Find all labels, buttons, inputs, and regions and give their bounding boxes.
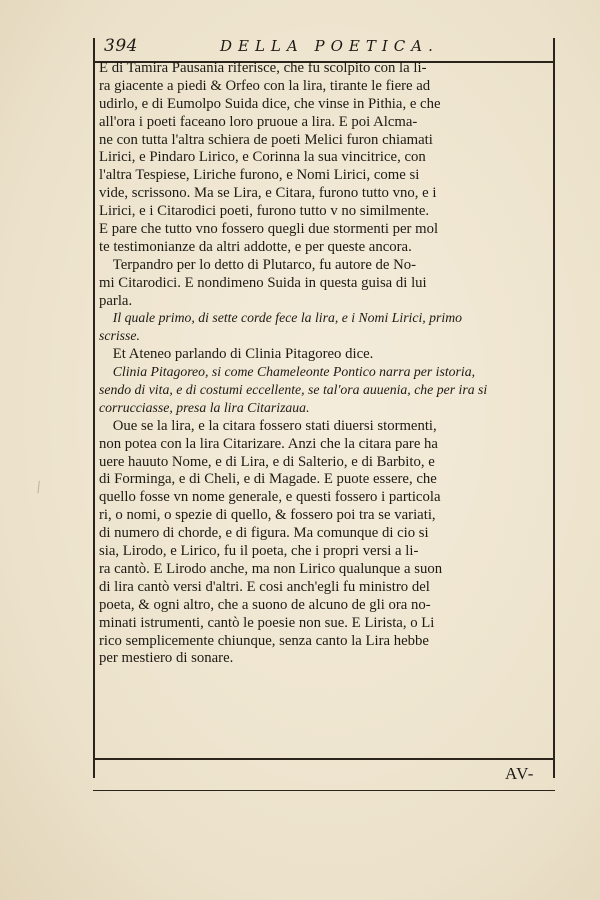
body-text bbox=[99, 60, 559, 668]
text-line: di numero di chorde, e di figura. Ma comunque di cio si bbox=[99, 525, 429, 542]
quotation-line: scrisse. bbox=[99, 329, 140, 345]
text-line: per mestiero di sonare. bbox=[99, 650, 234, 667]
quotation-line: Clinia Pitagoreo, si come Chameleonte Pontico narra per istoria, bbox=[112, 365, 476, 381]
text-line: vide, scrissono. Ma se Lira, e Citara, furono tutto vno, e i bbox=[99, 185, 437, 202]
margin-pencil-mark: ⁄ bbox=[34, 480, 44, 496]
text-line: E di Tamira Pausania riferisce, che fu scolpito con la li- bbox=[99, 60, 427, 76]
quotation-line: sendo di vita, e di costumi eccellente, se tal'ora auuenia, che per ira si bbox=[99, 383, 488, 399]
catchword: AV- bbox=[505, 764, 535, 783]
text-line: ra cantò. E Lirodo anche, ma non Lirico qualunque a suon bbox=[99, 560, 443, 577]
text-line: di lira cantò versi d'altri. E cosi anch'egli fu ministro del bbox=[99, 578, 430, 595]
text-line: ne con tutta l'altra schiera de poeti Melici furon chiamati bbox=[99, 131, 433, 148]
text-line: non potea con la lira Citarizare. Anzi che la citara pare ha bbox=[99, 435, 438, 452]
text-line: Lirici, e Pindaro Lirico, e Corinna la sua vincitrice, con bbox=[99, 149, 426, 166]
text-line: Lirici, e i Citarodici poeti, furono tutto v no similmente. bbox=[99, 203, 430, 220]
text-line: Et Ateneo parlando di Clinia Pitagoreo dice. bbox=[112, 346, 374, 363]
text-line: poeta, & ogni altro, che a suono de alcuno de gli ora no- bbox=[99, 596, 431, 613]
frame-rule-left bbox=[93, 38, 95, 778]
footer-rule-lower bbox=[93, 790, 555, 791]
text-line: udirlo, e di Eumolpo Suida dice, che vinse in Pithia, e che bbox=[99, 95, 441, 112]
quotation-line: corrucciasse, presa la lira Citarizaua. bbox=[99, 400, 310, 416]
quotation-line: Il quale primo, di sette corde fece la lira, e i Nomi Lirici, primo bbox=[112, 311, 463, 327]
text-line: l'altra Tespiese, Liriche furono, e Nomi Lirici, come si bbox=[99, 167, 420, 184]
page-number: 394 bbox=[104, 36, 138, 56]
footer-rule bbox=[93, 758, 555, 760]
text-line: parla. bbox=[99, 292, 133, 309]
running-head: DELLA POETICA. bbox=[220, 37, 439, 55]
text-line: di Forminga, e di Cheli, e di Magade. E puote essere, che bbox=[99, 471, 437, 488]
text-line: Terpandro per lo detto di Plutarco, fu autore de No- bbox=[112, 256, 417, 273]
text-line: quello fosse vn nome generale, e questi fossero i particola bbox=[99, 489, 441, 506]
text-line: Oue se la lira, e la citara fossero stati diuersi stormenti, bbox=[112, 417, 437, 434]
text-line: ra giacente a piedi & Orfeo con la lira, tirante le fiere ad bbox=[99, 77, 431, 94]
text-line: all'ora i poeti faceano loro pruoue a lira. E poi Alcma- bbox=[99, 113, 418, 130]
text-line: mi Citarodici. E nondimeno Suida in questa guisa di lui bbox=[99, 274, 427, 291]
text-line: E pare che tutto vno fossero quegli due stormenti per mol bbox=[99, 221, 439, 238]
text-line: minati istrumenti, cantò le poesie non sue. E Lirista, o Li bbox=[99, 614, 435, 631]
text-line: rico semplicemente chiunque, senza canto la Lira hebbe bbox=[99, 632, 429, 649]
text-line: ri, o nomi, o spezie di quello, & fossero poi tra se variati, bbox=[99, 507, 436, 524]
text-line: sia, Lirodo, e Lirico, fu il poeta, che i propri versi a li- bbox=[99, 543, 419, 560]
text-line: te testimonianze da altri addotte, e per queste ancora. bbox=[99, 238, 412, 255]
text-line: uere hauuto Nome, e di Lira, e di Salterio, e di Barbito, e bbox=[99, 453, 435, 470]
